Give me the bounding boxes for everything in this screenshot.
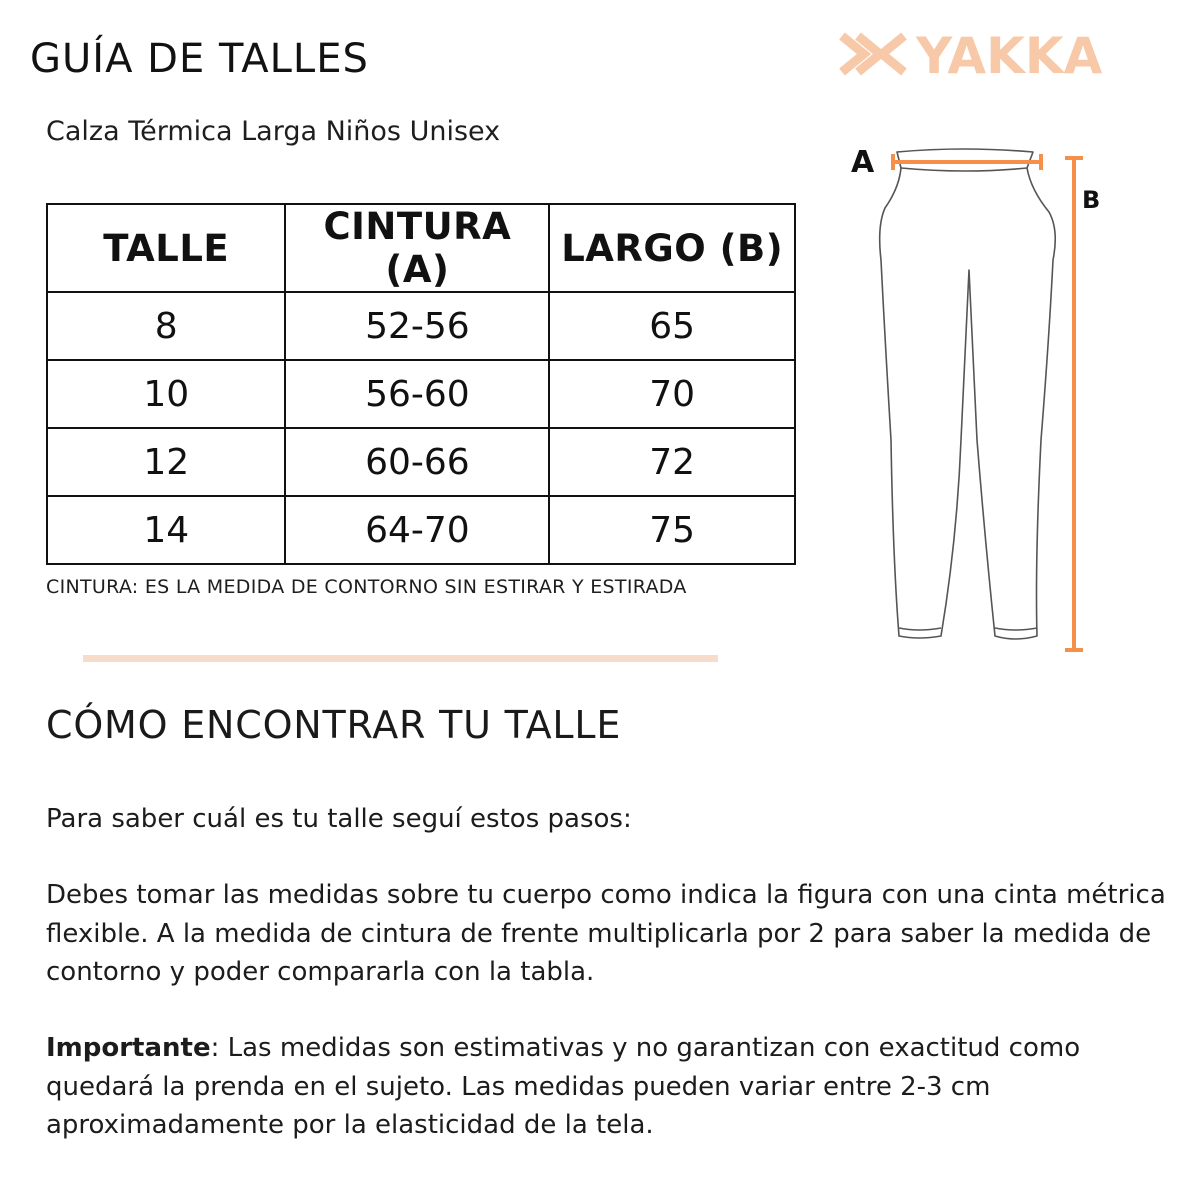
cell-cintura: 60-66 — [285, 428, 549, 496]
cell-cintura: 64-70 — [285, 496, 549, 564]
cell-largo: 75 — [549, 496, 795, 564]
instructions-text: Debes tomar las medidas sobre tu cuerpo como indica la figura con una cinta métrica flexible. A la medida de cintura de frente multiplicarla por 2 para saber la medida de contorno y poder compararla con la tabla. — [46, 880, 1166, 987]
label-b: B — [1082, 186, 1101, 214]
table-header-row — [47, 204, 795, 292]
header-talle: TALLE — [47, 204, 285, 292]
important-text: : Las medidas son estimativas y no garantizan con exactitud como quedará la prenda en el sujeto. Las medidas pueden variar entre 2-3 cm aproximadamente por la elasticidad de la tela. — [46, 1033, 1081, 1140]
cell-talle: 8 — [47, 292, 285, 360]
cell-talle: 10 — [47, 360, 285, 428]
cell-cintura: 52-56 — [285, 292, 549, 360]
table-row — [47, 292, 795, 360]
important-paragraph — [46, 1029, 1166, 1145]
header-largo: LARGO (B) — [549, 204, 795, 292]
brand-logotype: YAKKA — [916, 27, 1103, 85]
table-row — [47, 428, 795, 496]
intro-text: Para saber cuál es tu talle seguí estos pasos: — [46, 804, 632, 834]
cell-largo: 65 — [549, 292, 795, 360]
cell-talle: 12 — [47, 428, 285, 496]
page-title: GUÍA DE TALLES — [30, 36, 369, 82]
table-row — [47, 360, 795, 428]
size-table — [46, 203, 796, 565]
cell-largo: 70 — [549, 360, 795, 428]
table-row — [47, 496, 795, 564]
waist-note: CINTURA: ES LA MEDIDA DE CONTORNO SIN ESTIRAR Y ESTIRADA — [46, 576, 687, 598]
important-label: Importante — [46, 1033, 211, 1063]
label-a: A — [851, 145, 875, 180]
yakka-logo — [838, 27, 1130, 85]
cell-largo: 72 — [549, 428, 795, 496]
cell-talle: 14 — [47, 496, 285, 564]
section-divider — [83, 655, 718, 662]
section-heading: CÓMO ENCONTRAR TU TALLE — [46, 703, 622, 747]
header-cintura: CINTURA (A) — [285, 204, 549, 292]
product-subtitle: Calza Térmica Larga Niños Unisex — [46, 116, 501, 147]
cell-cintura: 56-60 — [285, 360, 549, 428]
leggings-measurement-icon — [845, 140, 1101, 660]
